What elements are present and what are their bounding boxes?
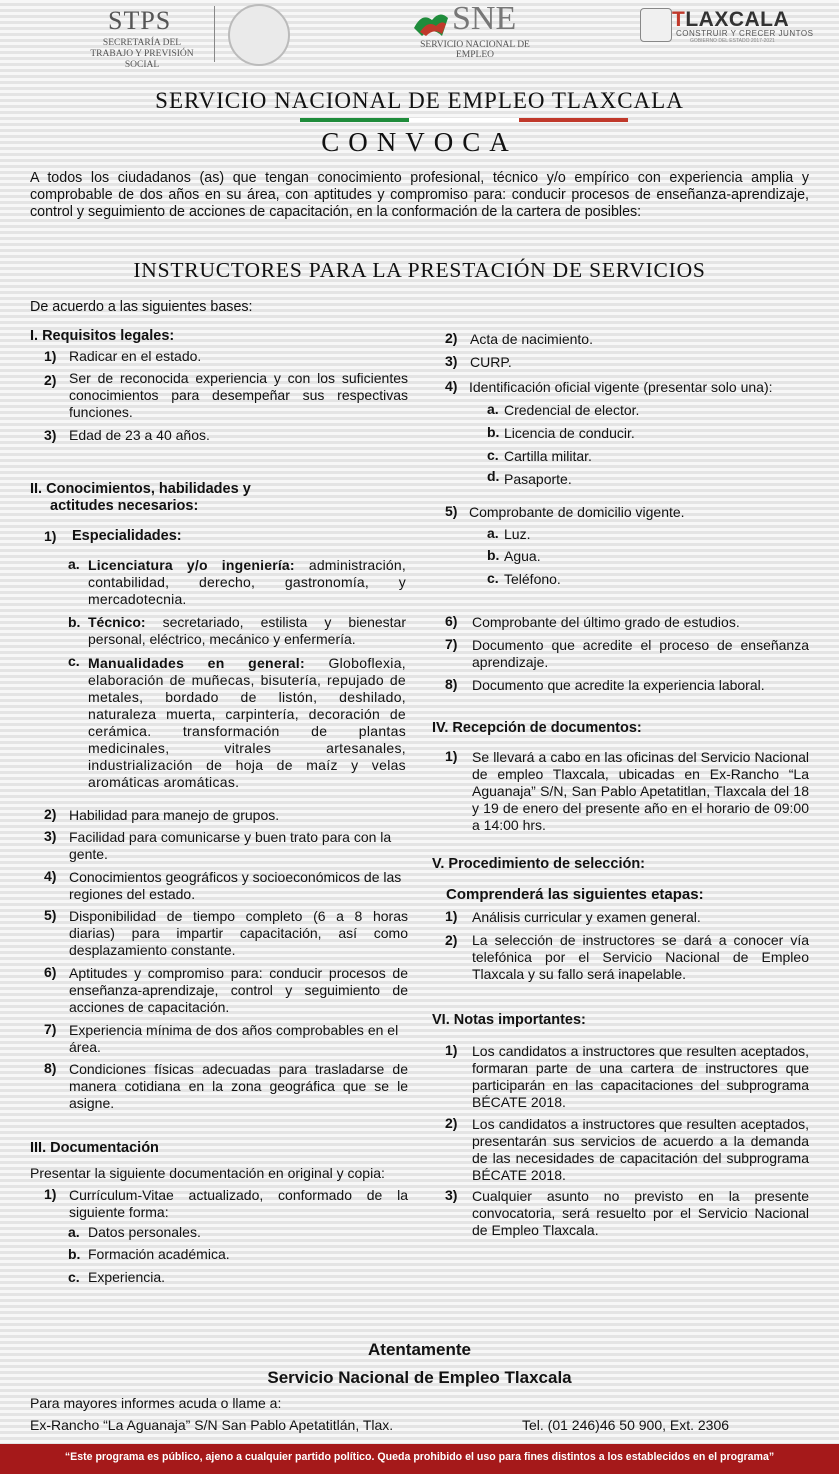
flag-green [300,118,409,122]
convoca-heading: CONVOCA [321,127,518,157]
header [0,0,839,70]
list-item: Condiciones físicas adecuadas para trasladarse de manera cotidiana en la zona geográfica que se le asigne. [69,1061,408,1111]
sne-subtitle: SERVICIO NACIONAL DE EMPLEO [420,40,530,60]
specialties-title: Especialidades: [72,528,182,544]
item-number: 3) [44,427,57,443]
item-letter: c. [487,570,499,586]
item-letter: b. [68,1246,81,1262]
legal-notice: “Este programa es público, ajeno a cualquier partido político. Queda prohibido el uso para fines distintos a los establecidos en el programa” [64,1451,775,1463]
item-letter: d. [487,468,500,484]
list-item: Documento que acredite la experiencia laboral. [472,677,765,693]
list-item: Radicar en el estado. [69,348,202,364]
subtitle: INSTRUCTORES PARA LA PRESTACIÓN DE SERVICIOS [133,258,706,282]
item-letter: a. [487,525,499,541]
tlaxcala-logo-t: T [672,8,686,31]
item-number: 8) [445,676,458,692]
item-number: 1) [44,348,57,364]
list-item: Luz. [504,526,531,542]
item-number: 2) [44,372,57,388]
list-item: Comprobante de domicilio vigente. [469,504,685,520]
flag-stripe [300,118,628,122]
list-item: Cartilla militar. [504,448,592,464]
flag-red [519,118,628,122]
specialty-text: Globoflexia, elaboración de muñecas, bisutería, repujado de metales, bordado de listón, deshilado, naturaleza muerta, carpintería, decoración de cerámica. transformación de plantas medicinales, vitrales artesanales, industrialización de hoja de maíz y velas aromáticas aromáticas. [88,655,406,790]
item-letter: a. [487,401,499,417]
list-item: Acta de nacimiento. [470,331,593,347]
item-number: 7) [44,1021,57,1037]
list-item: Cualquier asunto no previsto en la presente convocatoria, será resuelto por el Servicio Nacional de Empleo Tlaxcala. [472,1188,809,1238]
section-3-title: III. Documentación [30,1140,159,1156]
list-item: Análisis curricular y examen general. [472,909,701,925]
item-number: 1) [445,748,458,764]
contact-phone: Tel. (01 246)46 50 900, Ext. 2306 [522,1417,730,1433]
sne-logo-text: SNE [452,0,517,37]
specialty-label: Manualidades en general: [88,655,305,671]
item-number: 3) [445,353,458,369]
item-number: 5) [44,907,57,923]
specialty-item [88,614,406,648]
bases-intro: De acuerdo a las siguientes bases: [30,299,253,315]
item-number: 8) [44,1060,57,1076]
stps-logo-text: STPS [108,6,172,35]
section-2-title-line2: actitudes necesarios: [50,498,199,514]
item-number: 2) [445,1115,458,1131]
section-6-title: VI. Notas importantes: [432,1012,586,1028]
national-seal-icon [228,4,290,66]
specialty-item [88,557,406,608]
item-number: 6) [44,964,57,980]
tlaxcala-slogan: CONSTRUIR Y CRECER JUNTOS [676,29,814,38]
item-number: 1) [44,528,57,544]
item-number: 4) [44,868,57,884]
list-item: Facilidad para comunicarse y buen trato para con la gente. [69,829,392,862]
list-item: Ser de reconocida experiencia y con los suficientes conocimientos para desempeñar sus respectivas funciones. [69,370,408,420]
list-item: Documento que acredite el proceso de enseñanza aprendizaje. [472,637,809,670]
list-item: Disponibilidad de tiempo completo (6 a 8 horas diarias) para impartir capacitación, así como desplazamiento constante. [69,908,408,958]
section-5-title: V. Procedimiento de selección: [432,856,646,872]
section-4-title: IV. Recepción de documentos: [432,720,642,736]
specialty-label: Licenciatura y/o ingeniería: [88,557,295,573]
item-letter: b. [487,547,500,563]
item-letter: a. [68,1224,80,1240]
tlaxcala-government: GOBIERNO DEL ESTADO 2017-2021 [690,38,775,44]
list-item: CURP. [470,354,512,370]
section-1-title: I. Requisitos legales: [30,328,175,344]
item-number: 1) [44,1186,57,1202]
section-5-subtitle: Comprenderá las siguientes etapas: [446,886,704,903]
item-letter: b. [68,614,81,630]
item-number: 2) [445,330,458,346]
contact-info: Para mayores informes acuda o llame a: [30,1395,282,1411]
sne-logo-icon [412,6,450,40]
list-item: Conocimientos geográficos y socioeconómicos de las regiones del estado. [69,869,402,902]
sign-off: Atentamente [368,1340,471,1359]
specialty-item [88,655,406,791]
sign-off-organization: Servicio Nacional de Empleo Tlaxcala [267,1368,572,1387]
section-2-title: II. Conocimientos, habilidades y [30,481,251,497]
tlaxcala-logo-rest: LAXCALA [685,8,790,31]
list-item: Los candidatos a instructores que resulten aceptados, presentarán sus servicios de acuerdo a la demanda de las necesidades de capacitación del subprograma BÉCATE 2018. [472,1116,809,1183]
flag-white [409,118,518,122]
list-item: Pasaporte. [504,471,572,487]
documentation-intro: Presentar la siguiente documentación en original y copia: [30,1165,385,1181]
item-number: 3) [445,1187,458,1203]
list-item: Se llevará a cabo en las oficinas del Servicio Nacional de empleo Tlaxcala, ubicadas en Ex-Rancho “La Aguanaja” S/N, San Pablo Apetatitlan, Tlaxcala del 18 y 19 de enero del presente año en el horario de 09:00 a 14:00 hrs. [472,749,809,833]
item-number: 4) [445,378,458,394]
item-number: 1) [445,908,458,924]
list-item: Los candidatos a instructores que resulten aceptados, formaran parte de una cartera de instructores que participarán en las capacitaciones del subprograma BÉCATE 2018. [472,1043,809,1110]
list-item: Comprobante del último grado de estudios. [472,614,740,630]
intro-paragraph: A todos los ciudadanos (as) que tengan conocimiento profesional, técnico y/o empírico con experiencia amplia y comprobable de dos años en su área, con aptitudes y compromiso para: conducir procesos de enseñanza-aprendizaje, control y seguimiento de acciones de capacitación, en la conformación de la cartera de posibles: [30,170,809,220]
specialty-text: secretariado, estilista y bienestar personal, eléctrico, mecánico y enfermería. [88,614,406,647]
item-number: 1) [445,1042,458,1058]
list-item: Experiencia mínima de dos años comprobables en el área. [69,1022,399,1055]
item-letter: c. [68,653,80,669]
list-item: Identificación oficial vigente (presentar solo una): [469,379,773,395]
item-number: 2) [445,932,458,948]
list-item: Experiencia. [88,1269,166,1285]
list-item: Licencia de conducir. [504,425,635,441]
list-item: Aptitudes y compromiso para: conducir procesos de enseñanza-aprendizaje, control y seguimiento de acciones de capacitación. [69,965,408,1015]
header-divider [214,6,215,62]
list-item: Credencial de elector. [504,402,640,418]
item-letter: c. [487,447,499,463]
specialty-text: administración, contabilidad, derecho, gastronomía, y mercadotecnia. [88,557,406,607]
specialty-label: Técnico: [88,614,146,630]
list-item: Datos personales. [88,1224,201,1240]
item-number: 5) [445,503,458,519]
page-title: SERVICIO NACIONAL DE EMPLEO TLAXCALA [155,88,684,113]
list-item: Agua. [504,548,541,564]
item-number: 6) [445,613,458,629]
list-item: Currículum-Vitae actualizado, conformado de la siguiente forma: [69,1187,408,1220]
item-letter: a. [68,556,80,572]
item-number: 7) [445,636,458,652]
item-letter: c. [68,1269,80,1285]
item-number: 2) [44,806,57,822]
tlaxcala-emblem-icon [640,8,672,42]
list-item: La selección de instructores se dará a conocer vía telefónica por el Servicio Nacional de Empleo Tlaxcala y su fallo será inapelable. [472,932,809,982]
contact-address: Ex-Rancho “La Aguanaja” S/N San Pablo Apetatitlán, Tlax. [30,1417,394,1433]
list-item: Teléfono. [504,571,561,587]
stps-subtitle: SECRETARÍA DEL TRABAJO Y PREVISIÓN SOCIAL [90,38,194,70]
list-item: Formación académica. [88,1246,230,1262]
item-letter: b. [487,424,500,440]
item-number: 3) [44,828,57,844]
list-item: Edad de 23 a 40 años. [69,427,210,443]
list-item: Habilidad para manejo de grupos. [69,807,280,823]
